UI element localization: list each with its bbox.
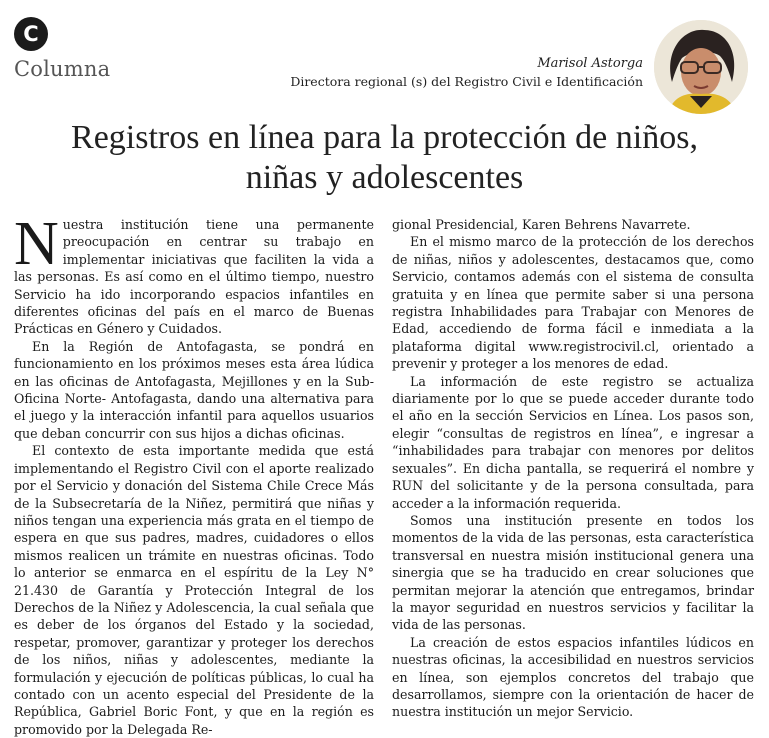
article-column-2: [392, 216, 754, 721]
author-role: Directora regional (s) del Registro Civil e Identificación: [290, 74, 643, 89]
paragraph: En la Región de Antofagasta, se pondrá en funcionamiento en los próximos meses esta área lúdica en las oficinas de Antofagasta, Mejillones y en la Sub-Oficina Norte- Antofagasta, dando una alternativa para el juego y la interacción infantil para aquellos usuarios que deban concurrir con sus hijos a dichas oficinas.: [14, 338, 374, 441]
headline-line-2: niñas y adolescentes: [245, 159, 524, 196]
article-column-1: [14, 210, 374, 738]
headline-line-1: Registros en línea para la protección de niños,: [71, 119, 698, 156]
paragraph: El contexto de esta importante medida que está implementando el Registro Civil con el aporte realizado por el Servicio y donación del Sistema Chile Crece Más de la Subsecretaría de la Niñez, permitirá que niñas y niños tengan una experiencia más grata en el tiempo de espera en que sus padres, madres, cuidadores o ellos mismos realicen un trámite en nuestras oficinas. Todo lo anterior se enmarca en el espíritu de la Ley N° 21.430 de Garantía y Protección Integral de los Derechos de la Niñez y Adolescencia, la cual señala que es deber de los órganos del Estado y la sociedad, respetar, promover, garantizar y proteger los derechos de los niños, niñas y adolescentes, mediante la formulación y ejecución de políticas públicas, lo cual ha contado con un acento especial del Presidente de la República, Gabriel Boric Font, y que en la región es promovido por la Delegada Re-: [14, 443, 374, 737]
column-badge: C: [14, 17, 48, 51]
paragraph: Somos una institución presente en todos los momentos de la vida de las personas, esta característica transversal en nuestra misión institucional genera una sinergia que se ha traducido en crear soluciones que permitan mejorar la atención que entregamos, brindar la mayor seguridad en nuestros servicios y facilitar la vida de las personas.: [392, 512, 754, 633]
section-label: Columna: [14, 57, 111, 81]
author-name: Marisol Astorga: [537, 56, 643, 71]
paragraph: La información de este registro se actualiza diariamente por lo que se puede acceder durante todo el año en la sección Servicios en Línea. Los pasos son, elegir “consultas de registros en línea”, e ingresar a “inhabilidades para trabajar con menores por delitos sexuales”. En dicha pantalla, se requerirá el nombre y RUN del solicitante y de la persona consultada, para acceder a la información requerida.: [392, 373, 754, 511]
paragraph: En el mismo marco de la protección de los derechos de niñas, niños y adolescentes, destacamos que, como Servicio, contamos además con el sistema de consulta gratuita y en línea que permite saber si una persona registra Inhabilidades para Trabajar con Menores de Edad, accediendo de forma fácil e inmediata a la plataforma digital www.registrocivil.cl, orientado a prevenir y proteger a los menores de edad.: [392, 234, 754, 372]
paragraph: La creación de estos espacios infantiles lúdicos en nuestras oficinas, la accesibilidad en nuestros servicios en línea, son ejemplos concretos del trabajo que desarrollamos, siempre con la orientación de hacer de nuestra institución un mejor Servicio.: [392, 634, 754, 720]
paragraph-continuation: gional Presidencial, Karen Behrens Navarrete.: [392, 217, 691, 232]
paragraph-text: uestra institución tiene una permanente preocupación en centrar su trabajo en implementar iniciativas que faciliten la vida a las personas. Es así como en el último tiempo, nuestro Servicio ha ido incorporando espacios infantiles en diferentes oficinas del país en el marco de Buenas Prácticas en Género y Cuidados.: [14, 217, 374, 337]
drop-cap: N: [14, 210, 59, 278]
author-photo: [654, 20, 748, 114]
paragraph: [14, 210, 374, 338]
article-headline: [0, 118, 769, 198]
